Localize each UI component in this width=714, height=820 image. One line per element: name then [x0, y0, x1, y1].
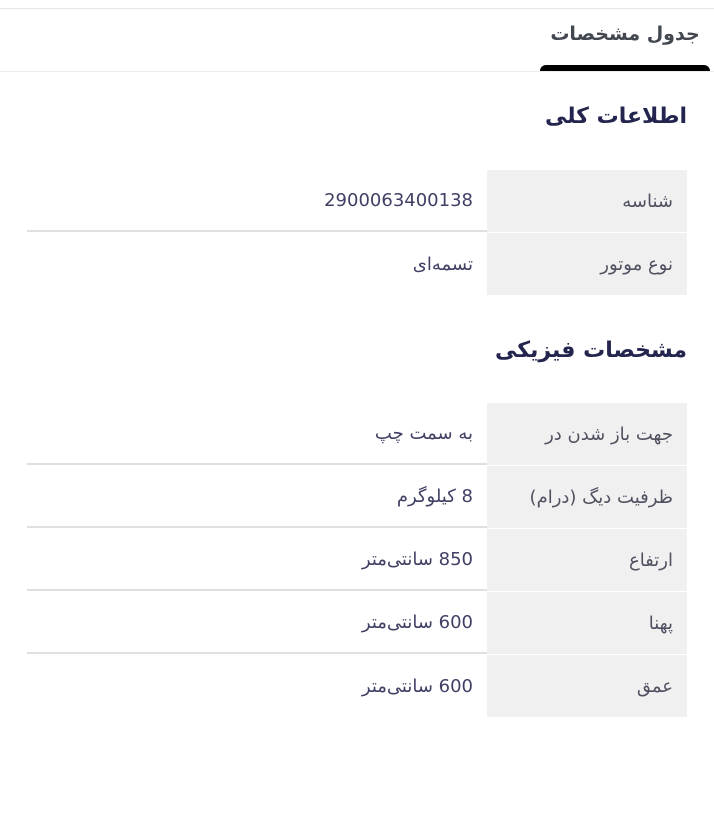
spec-key: جهت باز شدن در [487, 403, 687, 465]
spec-table-general [27, 170, 687, 295]
spec-key: ظرفیت دیگ (درام) [487, 466, 687, 528]
spec-value: 600 سانتی‌متر [27, 592, 487, 654]
spec-row [27, 403, 687, 465]
section-title-physical: مشخصات فیزیکی [495, 338, 687, 363]
spec-value: تسمه‌ای [412, 253, 473, 275]
spec-key: شناسه [487, 170, 687, 232]
spec-row [27, 466, 687, 528]
spec-value: 2900063400138 [27, 170, 487, 232]
spec-key: پهنا [487, 592, 687, 654]
section-title-general: اطلاعات کلی [544, 104, 687, 129]
tab-spec-table-label: جدول مشخصات [550, 23, 700, 45]
spec-key: ارتفاع [487, 529, 687, 591]
spec-row [27, 529, 687, 591]
spec-value: 8 کیلوگرم [27, 466, 487, 528]
spec-key: نوع موتور [487, 233, 687, 295]
spec-row [27, 592, 687, 654]
spec-key: عمق [487, 655, 687, 717]
active-tab-indicator [540, 65, 710, 71]
tab-bar [0, 9, 714, 72]
spec-row [27, 233, 687, 295]
spec-table-physical [27, 403, 687, 717]
tab-spec-table[interactable] [540, 9, 710, 71]
spec-row [27, 170, 687, 232]
spec-value: به سمت چپ [27, 403, 487, 465]
spec-value: 600 سانتی‌متر [361, 675, 473, 697]
spec-value: 850 سانتی‌متر [27, 529, 487, 591]
spec-row [27, 655, 687, 717]
